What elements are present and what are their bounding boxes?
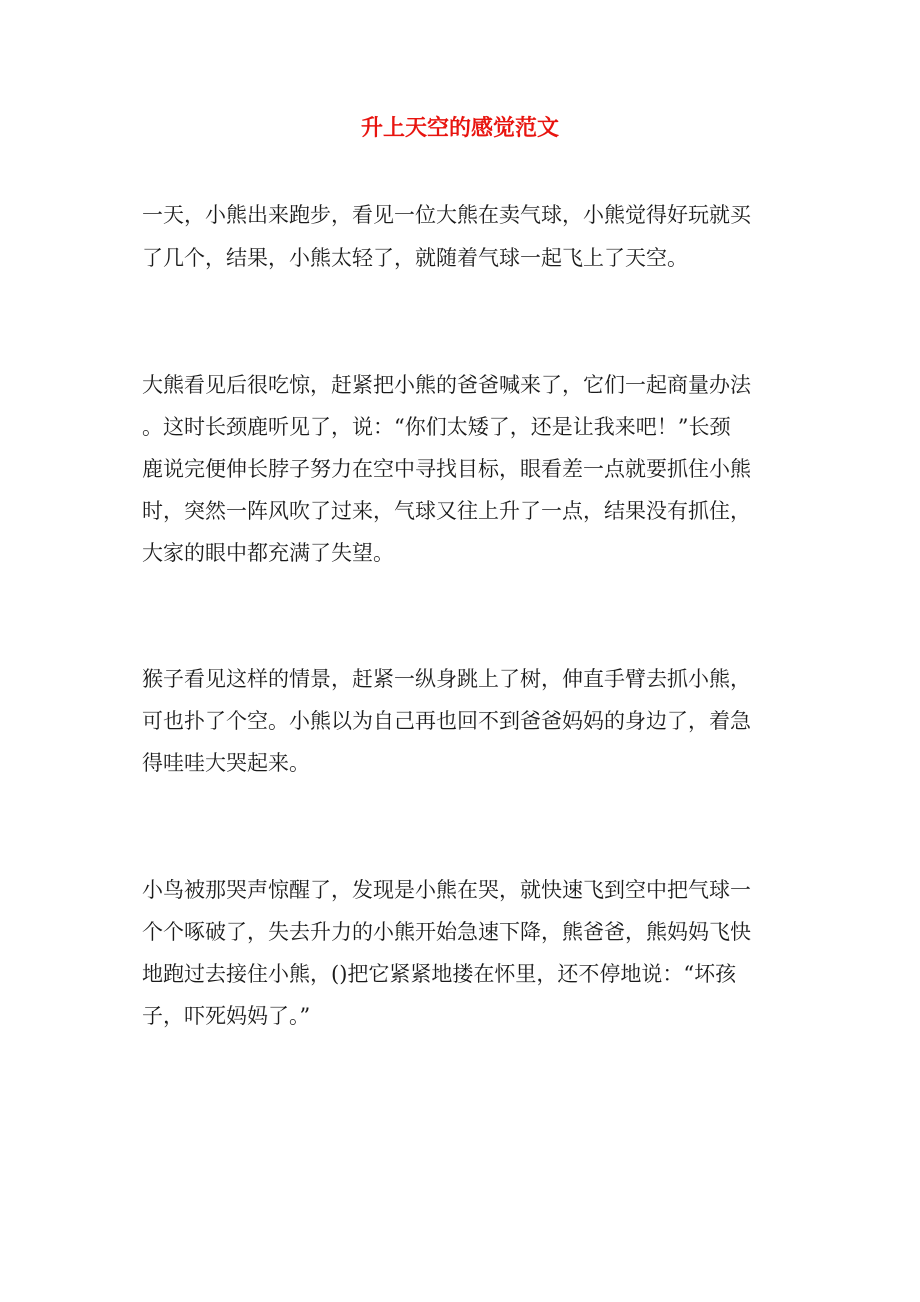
paragraph-3-line-2: 可也扑了个空。小熊以为自己再也回不到爸爸妈妈的身边了，着急 xyxy=(142,709,751,733)
paragraph-4-line-3: 地跑过去接住小熊，()把它紧紧地搂在怀里，还不停地说：“坏孩 xyxy=(142,962,737,986)
document-title: 升上天空的感觉范文 xyxy=(360,115,559,141)
paragraph-4-line-4: 子，吓死妈妈了。” xyxy=(142,1004,311,1028)
paragraph-4-line-2: 个个啄破了，失去升力的小熊开始急速下降，熊爸爸，熊妈妈飞快 xyxy=(142,920,751,944)
paragraph-1-line-1: 一天，小熊出来跑步，看见一位大熊在卖气球，小熊觉得好玩就买 xyxy=(142,203,751,227)
paragraph-1-line-2: 了几个，结果，小熊太轻了，就随着气球一起飞上了天空。 xyxy=(142,246,688,270)
paragraph-2-line-3: 鹿说完便伸长脖子努力在空中寻找目标，眼看差一点就要抓住小熊 xyxy=(142,457,751,481)
paragraph-2-line-1: 大熊看见后很吃惊，赶紧把小熊的爸爸喊来了，它们一起商量办法 xyxy=(142,373,751,397)
paragraph-3-line-3: 得哇哇大哭起来。 xyxy=(142,751,310,775)
paragraph-2-line-2: 。这时长颈鹿听见了，说：“你们太矮了，还是让我来吧！”长颈 xyxy=(142,415,731,439)
paragraph-3-line-1: 猴子看见这样的情景，赶紧一纵身跳上了树，伸直手臂去抓小熊， xyxy=(142,667,751,691)
paragraph-4-line-1: 小鸟被那哭声惊醒了，发现是小熊在哭，就快速飞到空中把气球一 xyxy=(142,878,751,902)
paragraph-2-line-5: 大家的眼中都充满了失望。 xyxy=(142,541,394,565)
paragraph-2-line-4: 时，突然一阵风吹了过来，气球又往上升了一点，结果没有抓住， xyxy=(142,499,751,523)
